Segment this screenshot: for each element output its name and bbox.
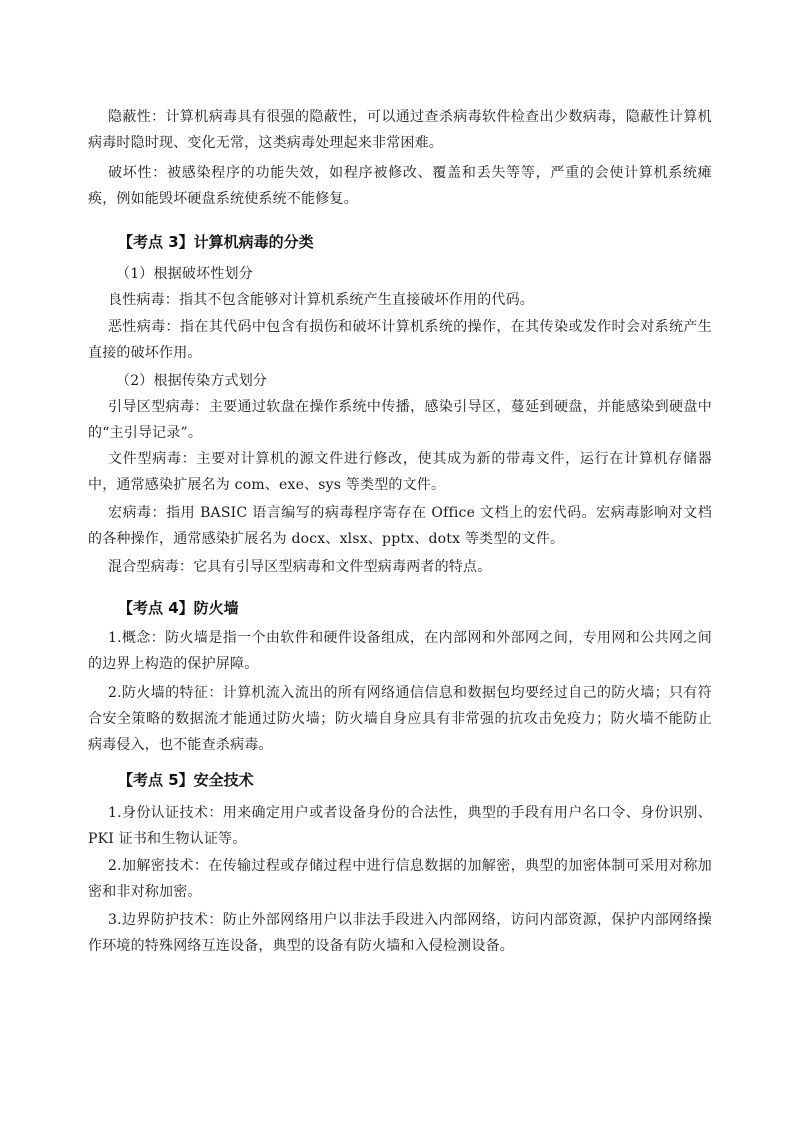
paragraph-boundary-protection: 3.边界防护技术：防止外部网络用户以非法手段进入内部网络，访问内部资源，保护内部网络操作环境的特殊网络互连设备，典型的设备有防火墙和入侵检测设备。: [88, 912, 712, 954]
paragraph-malignant-virus: 恶性病毒：指在其代码中包含有损伤和破坏计算机系统的操作，在其传染或发作时会对系统产生直接的破坏作用。: [88, 319, 712, 361]
paragraph-encryption: 2.加解密技术：在传输过程或存储过程中进行信息数据的加解密，典型的加密体制可采用对称加密和非对称加密。: [88, 858, 712, 900]
paragraph-destructiveness: 破坏性：被感染程序的功能失效，如程序被修改、覆盖和丢失等等，严重的会使计算机系统瘫痪，例如能毁坏硬盘系统使系统不能修复。: [88, 165, 712, 207]
paragraph-authentication: 1.身份认证技术：用来确定用户或者设备身份的合法性，典型的手段有用户名口令、身份识别、PKI 证书和生物认证等。: [88, 805, 712, 847]
subheading-by-infection: （2）根据传染方式划分: [116, 373, 268, 389]
paragraph-firewall-features: 2.防火墙的特征：计算机流入流出的所有网络通信信息和数据包均要经过自己的防火墙；只有符合安全策略的数据流才能通过防火墙；防火墙自身应具有非常强的抗攻击免疫力；防火墙不能防止病毒侵入，也不能查杀病毒。: [88, 685, 712, 753]
paragraph-boot-virus: 引导区型病毒：主要通过软盘在操作系统中传播，感染引导区，蔓延到硬盘，并能感染到硬盘中的“主引导记录”。: [88, 399, 712, 441]
paragraph-mixed-virus: 混合型病毒：它具有引导区型病毒和文件型病毒两者的特点。: [108, 559, 492, 575]
subheading-by-destructiveness: （1）根据破坏性划分: [116, 266, 253, 282]
paragraph-macro-virus: 宏病毒：指用 BASIC 语言编写的病毒程序寄存在 Office 文档上的宏代码。宏病毒影响对文档的各种操作，通常感染扩展名为 docx、xlsx、pptx、dotx 等类型的文件。: [88, 505, 712, 547]
paragraph-concealment: 隐蔽性：计算机病毒具有很强的隐蔽性，可以通过查杀病毒软件检查出少数病毒，隐蔽性计算机病毒时隐时现、变化无常，这类病毒处理起来非常困难。: [88, 109, 712, 151]
section-heading-5: 【考点 5】安全技术: [118, 771, 254, 789]
section-heading-4: 【考点 4】防火墙: [118, 599, 239, 617]
section-heading-3: 【考点 3】计算机病毒的分类: [118, 233, 314, 251]
paragraph-firewall-concept: 1.概念：防火墙是指一个由软件和硬件设备组成，在内部网和外部网之间，专用网和公共网之间的边界上构造的保护屏障。: [88, 630, 712, 672]
paragraph-file-virus: 文件型病毒：主要对计算机的源文件进行修改，使其成为新的带毒文件，运行在计算机存储器中，通常感染扩展名为 com、exe、sys 等类型的文件。: [88, 451, 712, 493]
paragraph-benign-virus: 良性病毒：指其不包含能够对计算机系统产生直接破坏作用的代码。: [108, 292, 534, 308]
